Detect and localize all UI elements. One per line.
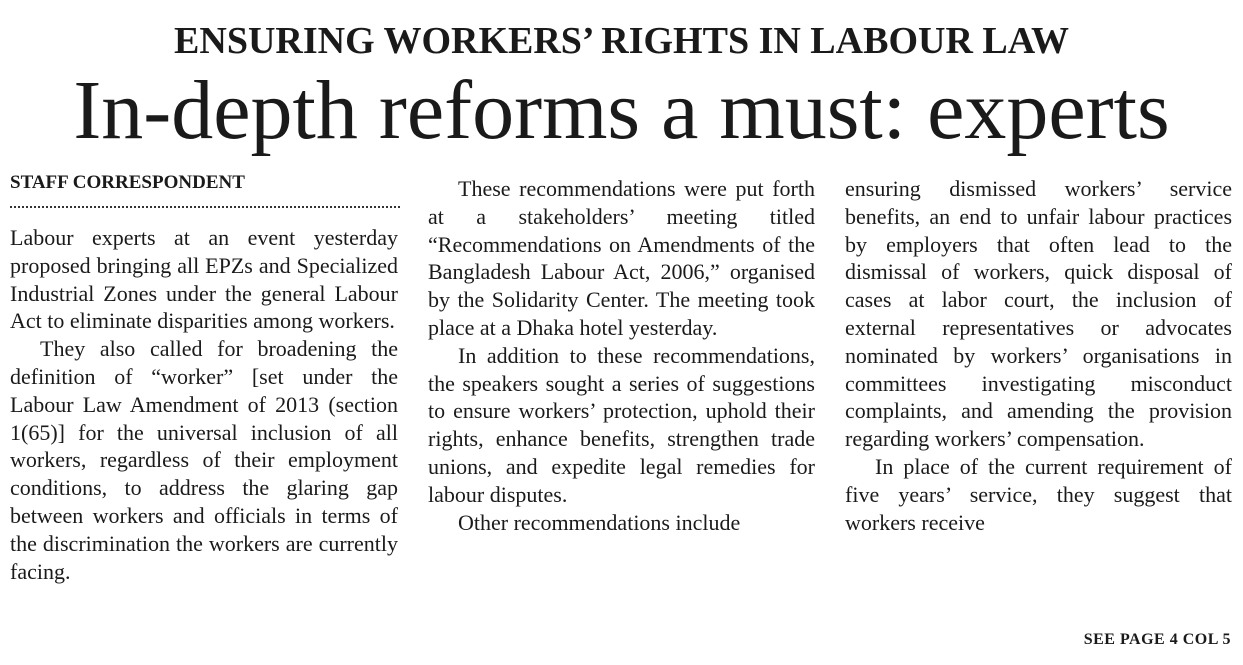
article-headline: In-depth reforms a must: experts [73, 64, 1170, 157]
paragraph: ensuring dismissed workers’ service benefits, an end to unfair labour practices by employers that often lead to the dismissal of workers, quick disposal of cases at labor court, the inclusion of external representatives or advocates nominated by workers’ organisations in committees investigating misconduct complaints, and amending the provision regarding workers’ compensation. [845, 176, 1232, 452]
article-column-1 [10, 224, 398, 585]
article-column-2 [428, 175, 815, 536]
paragraph: They also called for broadening the definition of “worker” [set under the Labour Law Amendment of 2013 (section 1(65)] for the universal inclusion of all workers, regardless of their employment conditions, to address the glaring gap between workers and officials in terms of the discrimination the workers are currently facing. [10, 336, 398, 584]
paragraph: In place of the current requirement of five years’ service, they suggest that workers receive [845, 453, 1232, 535]
continuation-jump-line: SEE PAGE 4 COL 5 [1083, 631, 1231, 648]
paragraph: In addition to these recommendations, the speakers sought a series of suggestions to ensure workers’ protection, uphold their rights, enhance benefits, strengthen trade unions, and expedite legal remedies for labour disputes. [428, 342, 815, 507]
byline: STAFF CORRESPONDENT [10, 172, 245, 193]
paragraph: Labour experts at an event yesterday proposed bringing all EPZs and Specialized Industrial Zones under the general Labour Act to eliminate disparities among workers. [10, 225, 398, 334]
article-kicker: ENSURING WORKERS’ RIGHTS IN LABOUR LAW [174, 20, 1069, 62]
byline-divider [10, 206, 400, 208]
paragraph: These recommendations were put forth at a stakeholders’ meeting titled “Recommendations on Amendments of the Bangladesh Labour Act, 2006,” organised by the Solidarity Center. The meeting took place at a Dhaka hotel yesterday. [428, 176, 815, 340]
article-column-3 [845, 175, 1232, 536]
paragraph: Other recommendations include [458, 509, 741, 535]
